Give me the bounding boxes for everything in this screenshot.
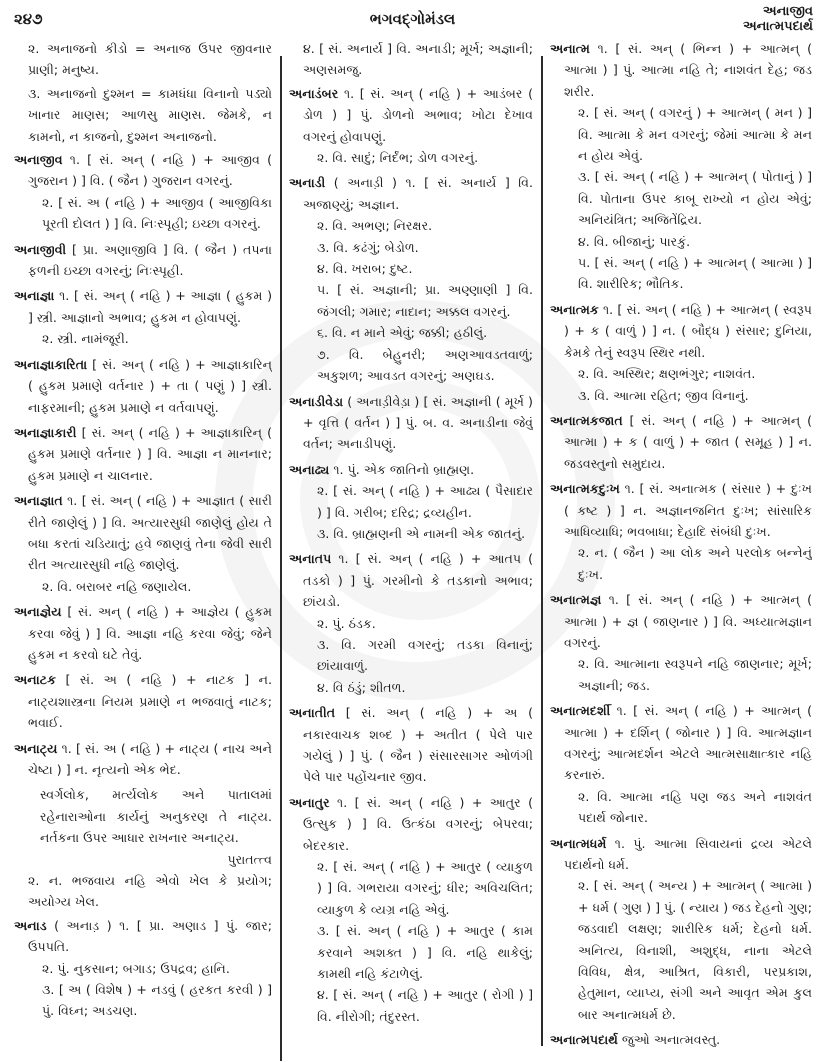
dictionary-entry (289, 83, 533, 169)
entry-headword: અનાત્મધર્મ (550, 835, 607, 851)
entry-sense: ૩. [ સં. અન્ ( નહિ ) + આતુર ( કામ કરવાને અશક્ત ) ] વિ. નહિ થાકેલું; કામથી નહિ કંટાળેલું. (317, 923, 533, 982)
entry-continuation: ૨. અનાજનો કીડો = અનાજ ઉપર જીવનાર પ્રાણી; મનુષ્ય. (28, 41, 272, 78)
entry-headword: અનાત્મજ્ઞ (550, 592, 602, 608)
book-title: ભગવદ્ગોમંડલ (369, 10, 456, 28)
entry-sense: ૨. સ્ત્રી. નામંજૂરી. (42, 331, 129, 347)
entry-sense: ૧. [ સં. અન્ ( નહિ ) + આડંબર ( ડોળ ) ] પું. ડોળનો અભાવ; ખોટા દેખાવ વગરનું હોવાપણું. (303, 85, 533, 144)
page-number: ૨૪૭ (14, 10, 43, 28)
entry-sense: ૩. વિ. ગરમી વગરનું; તડકા વિનાનું; છાંયાવાળું. (317, 636, 533, 674)
dictionary-entry (289, 172, 533, 386)
dictionary-entry (550, 410, 812, 474)
entry-headword: અનાટક (14, 672, 56, 688)
guide-words (743, 4, 813, 34)
entry-headword: અનાજીવી (14, 241, 67, 257)
entry-sense: ૧. પું. એક જાતિનો બ્રાહ્મણ. (333, 461, 475, 477)
dictionary-entry (289, 391, 533, 455)
entry-sense: ૧. [ સં. અનાત્મક ( સંસાર ) + દુઃખ ( કષ્ટ ) ] ન. અજ્ઞાનજનિત દુઃખ; સાંસારિક આધિવ્યાધિ; ભવબાધા; દેહાદિ સંબંધી દુઃખ. (564, 481, 812, 539)
entry-headword: અનાડંબર (289, 85, 339, 101)
entry-sense: [ સં. અન્ ( નહિ ) + આજ્ઞેય ( હુકમ કરવા જેવું ) ] વિ. આજ્ઞા નહિ કરવા જેવું; જેને હુકમ ન કરવો ઘટે તેવું. (28, 604, 272, 662)
entry-quotation (14, 784, 272, 870)
entry-sense: ૭. વિ. બેહુનરી; અણઆવડતવાળું; અકુશળ; આવડત વગરનું; અણઘડ. (317, 346, 533, 384)
entry-sense: [ સં. અન્ ( નહિ ) + અ ( નકારવાચક શબ્દ ) + અતીત ( પેલે પાર ગયેલું ) ] પું. ( જૈન ) સંસારસાગર ઓળંગી પેલે પાર પહોંચનાર જીવ. (303, 705, 533, 785)
entry-sense: ૨. [ સં. અન્ ( નહિ ) + આતુર ( વ્યાકુળ ) ] વિ. ગભરાયા વગરનું; ધીર; અવિચલિત; વ્યાકુળ કે વ્યગ્ર નહિ એવું. (317, 859, 533, 917)
column-divider (280, 56, 282, 1061)
entry-sense: [ સં. અન્ ( નહિ ) + આજ્ઞાકારિન્ ( હુકમ પ્રમાણે વર્તનાર ) + તા ( પણું ) ] સ્ત્રી. નાફરમાની; હુકમ પ્રમાણે ન વર્તવાપણું. (28, 356, 272, 415)
entry-sense: ૨. વિ. અસ્થિર; ક્ષણભંગુર; નાશવંત. (578, 366, 756, 382)
dictionary-entry (14, 915, 272, 1022)
dictionary-entry (289, 548, 533, 698)
entry-headword: અનાઢ્ય (289, 461, 330, 477)
entry-sense: ૧. [ સં. અન્ ( નહિ ) + આત્મન્ ( આત્મા ) + જ્ઞ ( જાણનાર ) ] વિ. અધ્યાત્મજ્ઞાન વગરનું. (564, 592, 812, 650)
entry-continuation: ૨. ન. ભજવાય નહિ એવો ખેલ કે પ્રયોગ; અયોગ્ય ખેલ. (28, 873, 272, 910)
entry-sense: ૪. [ સં. અન્ ( નહિ ) + આતુર ( રોગી ) ] વિ. નીરોગી; તંદુરસ્ત. (317, 987, 533, 1024)
entry-sense: ( અનાડ઼ીવેડ઼ા ) [ સં. અજ્ઞાની ( મૂર્ખ ) + વૃત્તિ ( વર્તન ) ] પું. બ. વ. અનાડીના જેવું વર્તન; અનાડીપણું. (303, 393, 533, 452)
dictionary-entry (550, 833, 812, 1026)
dictionary-entry (550, 589, 812, 696)
column-left (14, 38, 272, 1048)
entry-sense: ૧. [ સં. અન્ ( નહિ ) + આત્મન્ ( આત્મા ) + દર્શિન્ ( જોનાર ) ] વિ. આત્મજ્ઞાન વગરનું; આત્મદર્શન એટલે આત્મસાક્ષાત્કાર નહિ કરનારું. (564, 703, 812, 783)
dictionary-entry (550, 299, 812, 406)
entry-sense: ૧. [ સં. અન્ ( નહિ ) + આતુર ( ઉત્સુક ) ] વિ. ઉત્કંઠા વગરનું; બેપરવા; બેદરકાર. (303, 794, 533, 853)
dictionary-entry (14, 354, 272, 418)
entry-headword: અનાત્મ (550, 41, 590, 56)
page-header (0, 0, 825, 40)
entry-headword: અનાતીત (289, 705, 336, 721)
entry-sense: ૨. પું. નુકસાન; બગાડ; ઉપદ્રવ; હાનિ. (42, 960, 230, 976)
entry-sense: ૧. [ સં. અન્ ( નહિ ) + આજીવ ( ગુજરાન ) ] વિ. ( જૈન ) ગુજરાન વગરનું. (28, 152, 272, 189)
entry-sense: ( અનાડ઼ ) ૧. [ પ્રા. અણાડ ] પું. જાર; ઉપપતિ. (28, 917, 272, 955)
columns (0, 38, 825, 1058)
entry-headword: અનાત્મકજાત (550, 412, 623, 428)
entry-sense: [ પ્રા. અણાજીવિ ] વિ. ( જૈન ) તપના ફળની ઇચ્છા વગરનું; નિઃસ્પૃહી. (28, 241, 272, 279)
entry-sense: ૧. [ સં. અન્ ( નહિ ) + આજ્ઞાત ( સારી રીતે જાણેલું ) ] વિ. અત્યારસુધી જાણેલું હોય તે બધા કરતાં ચડિયાતું; હવે જાણવું તેના જેવી સારી રીત અત્યારસુધી નહિ જાણેલું. (28, 493, 272, 573)
entry-sense: ૪. વિ. બીજાનું; પારકું. (578, 233, 691, 249)
entry-headword: અનાજ્ઞા (14, 288, 55, 304)
quotation-text: સ્વર્ગલોક, મર્ત્યલોક અને પાતાલમાં રહેનારાઓના કાર્યનું અનુકરણ તે નાટ્ય. નર્તકના ઉપર આધાર રાખનાર અનાટ્ય. (40, 787, 272, 846)
quotation-source: પુરાતત્ત્વ (227, 851, 272, 867)
entry-sense: ૨. વિ. સાદું; નિર્દંભ; ડોળ વગરનું. (317, 150, 479, 166)
entry-sense: ૨. [ સં. અ ( નહિ ) + આજીવ ( આજીવિકા પૂરતી દોલત ) ] વિ. નિઃસ્પૃહી; ઇચ્છા વગરનું. (42, 194, 272, 232)
entry-headword: અનાત્મકદુઃખ (550, 481, 620, 497)
entry-sense: ૪. વિ. ખરાબ; દુષ્ટ. (317, 261, 413, 277)
entry-sense: જુઓ અનાત્મવસ્તુ. (621, 1032, 721, 1048)
entry-sense: ૧. [ સં. અન્ ( નહિ ) + આત્મન્ ( સ્વરૂપ ) + ક ( વાળું ) ] ન. ( બૌદ્ધ ) સંસાર; દુનિયા, કેમકે તેનું સ્વરૂપ સ્થિર નથી. (564, 301, 812, 360)
entry-sense: ૩. વિ. બ્રાહ્મણની એ નામની એક જાતનું. (317, 525, 526, 541)
column-middle (289, 38, 533, 1048)
entry-headword: અનાજ્ઞેય (14, 604, 62, 620)
entry-sense: ૩. વિ. આત્મા રહિત; જીવ વિનાનું. (578, 387, 749, 403)
entry-headword: અનાજ્ઞાત (14, 493, 63, 509)
entry-sense: ૨. [ સં. અન્ ( વગરનું ) + આત્મન્ ( મન ) ] વિ. આત્મા કે મન વગરનું; જેમાં આત્મા કે મન ન હોય એવું. (578, 105, 812, 164)
entry-sense: ૨. પું. ઠંડક. (317, 615, 376, 631)
entry-headword: અનાતપ (289, 551, 332, 567)
dictionary-entry (14, 422, 272, 486)
entry-sense: ૧. પું. આત્મા સિવાયનાં દ્રવ્ય એટલે પદાર્થનો ધર્મ. (564, 835, 812, 873)
entry-sense: ૩. [ સં. અન્ ( નહિ ) + આત્મન્ ( પોતાનું ) ] વિ. પોતાના ઉપર કાબૂ રાખ્યો ન હોય એવું; અનિયંત્રિત; અજિતેંદ્રિય. (578, 169, 812, 228)
entry-sense: ૧. [ સં. અન્ ( ભિન્ન ) + આત્મન્ ( આત્મા ) ] પું. આત્મા નહિ તે; નાશવંત દેહ; જડ શરીર. (564, 41, 812, 99)
entry-sense: ૧. [ સં. અન્ ( નહિ ) + આતપ ( તડકો ) ] પું. ગરમીનો કે તડકાનો અભાવ; છાંયડો. (303, 551, 533, 610)
entry-sense: ૧. [ સં. અન્ ( નહિ ) + આજ્ઞા ( હુકમ ) ] સ્ત્રી. આજ્ઞાનો અભાવ; હુકમ ન હોવાપણું. (28, 288, 272, 325)
entry-sense: ૩. [ અ ( વિશેષ ) + નડવું ( હરકત કરવી ) ] પું. વિઘ્ન; અડચણ. (42, 982, 272, 1019)
entry-headword: અનાડીવેડા (289, 393, 344, 409)
entry-sense: ૨. [ સં. અન્ ( નહિ ) + આઢ્ય ( પૈસાદાર ) ] વિ. ગરીબ; દરિદ્ર; દ્રવ્યહીન. (317, 483, 533, 520)
entry-sense: ૨. વિ. આત્મા નહિ પણ જડ અને નાશવંત પદાર્થ જોનાર. (578, 788, 812, 826)
dictionary-entry (550, 478, 812, 585)
dictionary-entry (14, 285, 272, 349)
entry-sense: ૨. ન. ( જૈન ) આ લોક અને પરલોક બન્નેનું દુઃખ. (578, 545, 812, 582)
entry-sense: ૪. વિ ઠંડું; શીતળ. (317, 679, 406, 695)
entry-headword: અનાતુર (289, 794, 330, 810)
entry-headword: અનાજીવ (14, 152, 63, 168)
entry-sense: ૨. વિ. બરાબર નહિ જણાયેલ. (42, 578, 192, 594)
dictionary-entry (14, 490, 272, 597)
entry-headword: અનાત્મક (550, 301, 599, 317)
entry-headword: અનાટ્ય (14, 740, 58, 756)
entry-headword: અનાત્મપદાર્થ (550, 1032, 618, 1048)
entry-sense: [ સં. અન્ ( નહિ ) + આજ્ઞાકારિન્ ( હુકમ પ્રમાણે વર્તનાર ) ] વિ. આજ્ઞા ન માનનાર; હુકમ પ્રમાણે ન ચાલનાર. (28, 424, 272, 483)
entry-sense: [ સં. અ ( નહિ ) + નાટક ] ન. નાટ્યશાસ્ત્રના નિયમ પ્રમાણે ન ભજવાતું નાટક; ભવાઈ. (28, 672, 272, 731)
dictionary-entry (289, 459, 533, 545)
entry-sense: [ સં. અન્ ( નહિ ) + આત્મન્ ( આત્મા ) + ક ( વાળું ) + જાત ( સમૂહ ) ] ન. જડવસ્તુનો સમુદાય. (564, 412, 812, 471)
entry-sense: ( અનાડ઼ી ) ૧. [ સં. અનાર્ય ] વિ. અજાણ્યું; અજ્ઞાન. (303, 175, 533, 212)
entry-headword: અનાજ્ઞાકારિતા (14, 356, 88, 372)
column-divider (541, 56, 543, 1046)
entry-sense: ૫. [ સં. અજ્ઞાની; પ્રા. અણ્ણાણી ] વિ. જંગલી; ગમાર; નાદાન; અક્કલ વગરનું. (317, 282, 533, 319)
dictionary-entry (14, 738, 272, 781)
entry-sense: ૬. વિ. ન માને એવું; જક્કી; હઠીલું. (317, 325, 488, 341)
dictionary-entry (289, 792, 533, 1027)
entry-continuation: ૪. [ સં. અનાર્ય ] વિ. અનાડી; મૂર્ખ; અજ્ઞાની; અણસમજુ. (303, 41, 533, 78)
dictionary-entry (14, 239, 272, 282)
guide-word-top: અનાજીવ (762, 4, 813, 19)
guide-word-bottom: અનાત્મપદાર્થ (742, 19, 813, 34)
entry-headword: અનાજ્ઞાકારી (14, 424, 77, 440)
entry-sense: ૨. વિ. આત્માના સ્વરૂપને નહિ જાણનાર; મૂર્ખ; અજ્ઞાની; જડ. (578, 656, 812, 693)
dictionary-entry (14, 669, 272, 733)
entry-sense: ૨. વિ. અભણ; નિરક્ષર. (317, 218, 433, 234)
entry-sense: ૨. [ સં. અન્ ( અન્ય ) + આત્મન્ ( આત્મા ) + ધર્મ ( ગુણ ) ] પું. ( ન્યાય ) જડ દેહનો ગુણ; જડવાદી લક્ષણ; શારીરિક ધર્મ; દેહનો ધર્મ. અનિત્ય, વિનાશી, અશુદ્ધ, નાના એટલે વિવિધ, ક્ષેત્ર, આશ્રિત, વિકારી, પરપ્રકાશ, હેતુમાન, વ્યાપ્ય, સંગી અને આવૃત એમ કુલ બાર અનાત્મધર્મ છે. (578, 878, 812, 1022)
column-right (550, 38, 812, 1048)
entry-continuation: ૩. અનાજનો દુશ્મન = કામધંધા વિનાનો પડ્યો ખાનાર માણસ; આળસુ માણસ. જેમકે, ન કામનો, ન કાજનો, દુશ્મન અનાજનો. (28, 85, 272, 144)
entry-sense: ૩. વિ. કઢંગું; બેડોળ. (317, 239, 419, 255)
entry-headword: અનાત્મદર્શી (550, 703, 611, 719)
entry-sense: ૫. [ સં. અન્ ( નહિ ) + આત્મન્ ( આત્મા ) ] વિ. શારીરિક; ભૌતિક. (578, 255, 812, 292)
dictionary-entry (550, 1029, 812, 1048)
entry-headword: અનાડ (14, 917, 47, 933)
entry-headword: અનાડી (289, 175, 326, 191)
dictionary-entry (289, 702, 533, 788)
dictionary-entry (14, 601, 272, 665)
dictionary-entry (550, 38, 812, 295)
dictionary-entry (14, 149, 272, 235)
entry-sense: ૧. [ સં. અ ( નહિ ) + નાટ્ય ( નાચ અને ચેષ્ટા ) ] ન. નૃત્યનો એક ભેદ. (28, 740, 272, 777)
dictionary-entry (550, 700, 812, 828)
